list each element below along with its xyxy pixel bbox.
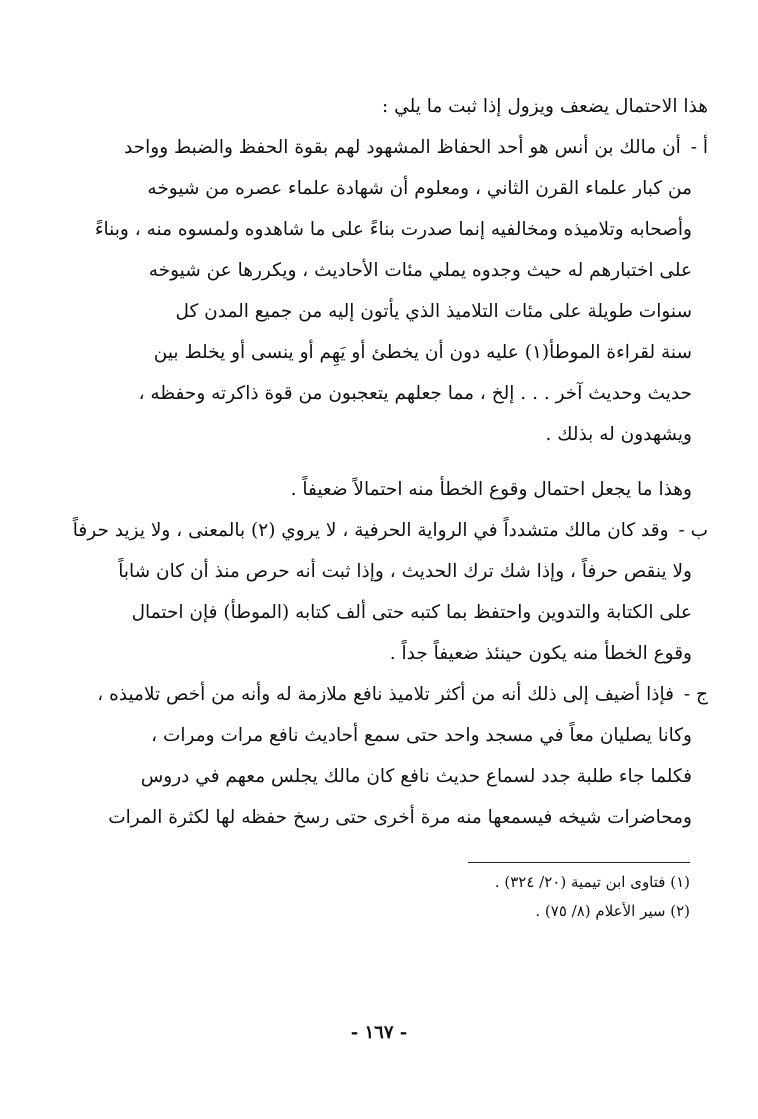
item-a-line-2: من كبار علماء القرن الثاني ، ومعلوم أن شهادة علماء عصره من شيوخه (147, 178, 692, 199)
item-a-label: أ - (690, 137, 708, 158)
item-a-line-4: على اختبارهم له حيث وجدوه يملي مئات الأحاديث ، ويكررها عن شيوخه (148, 260, 692, 281)
item-b-text-1: وقد كان مالك متشدداً في الرواية الحرفية ، لا يروي (٢) بالمعنى ، ولا يزيد حرفاً (72, 520, 669, 541)
item-b-line-1 (48, 510, 708, 551)
conclusion-line: وهذا ما يجعل احتمال وقوع الخطأ منه احتمالاً ضعيفاً . (290, 479, 692, 500)
list-item-c (48, 674, 708, 838)
item-c-line-3: فكلما جاء طلبة جدد لسماع حديث نافع كان مالك يجلس معهم في دروس (140, 766, 692, 787)
item-b-line-4: وقوع الخطأ منه يكون حينئذ ضعيفاً جداً . (389, 643, 692, 664)
intro-line: هذا الاحتمال يضعف ويزول إذا ثبت ما يلي : (382, 96, 708, 117)
footnote-divider (468, 862, 690, 863)
item-a-line-8: ويشهدون له بذلك . (545, 424, 692, 445)
page-number: - ١٦٧ - (350, 1022, 408, 1043)
item-b-line-3: على الكتابة والتدوين واحتفظ بما كتبه حتى ألف كتابه (الموطأ) فإن احتمال (131, 602, 692, 623)
footnote-2: (٢) سير الأعلام (٨/ ٧٥) . (535, 902, 690, 920)
item-c-line-2: وكانا يصليان معاً في مسجد واحد حتى سمع أحاديث نافع مرات ومرات ، (151, 725, 692, 746)
main-text (48, 86, 708, 838)
item-a-line-5: سنوات طويلة على مئات التلاميذ الذي يأتون إليه من جميع المدن كل (175, 301, 692, 322)
item-a-line-7: حديث وحديث آخر . . . إلخ ، مما جعلهم يتعجبون من قوة ذاكرته وحفظه ، (138, 383, 692, 404)
footnote-1: (١) فتاوى ابن تيمية (٢٠/ ٣٢٤) . (494, 873, 690, 891)
item-c-label: ج - (683, 684, 708, 705)
footnotes (30, 868, 690, 926)
item-a-line-6: سنة لقراءة الموطأ(١) عليه دون أن يخطئ أو يَهِم أو ينسى أو يخلط بين (153, 342, 692, 363)
item-a-line-3: وأصحابه وتلاميذه ومخالفيه إنما صدرت بناءً على ما شاهدوه ولمسوه منه ، وبناءً (94, 219, 692, 240)
item-c-text-1: فإذا أضيف إلى ذلك أنه من أكثر تلاميذ نافع ملازمة له وأنه من أخص تلاميذه ، (97, 684, 675, 705)
item-b-label: ب - (678, 520, 708, 541)
item-c-line-4: ومحاضرات شيخه فيسمعها منه مرة أخرى حتى رسخ حفظه لها لكثرة المرات (108, 807, 692, 828)
item-b-line-2: ولا ينقص حرفاً ، وإذا شك ترك الحديث ، وإذا ثبت أنه حرص منذ أن كان شاباً (118, 561, 692, 582)
item-c-line-1 (48, 674, 708, 715)
item-a-text-1: أن مالك بن أنس هو أحد الحفاظ المشهود لهم بقوة الحفظ والضبط وواحد (124, 137, 681, 158)
item-a-line-1 (48, 127, 708, 168)
list-item-a (48, 127, 708, 455)
list-item-b (48, 510, 708, 674)
